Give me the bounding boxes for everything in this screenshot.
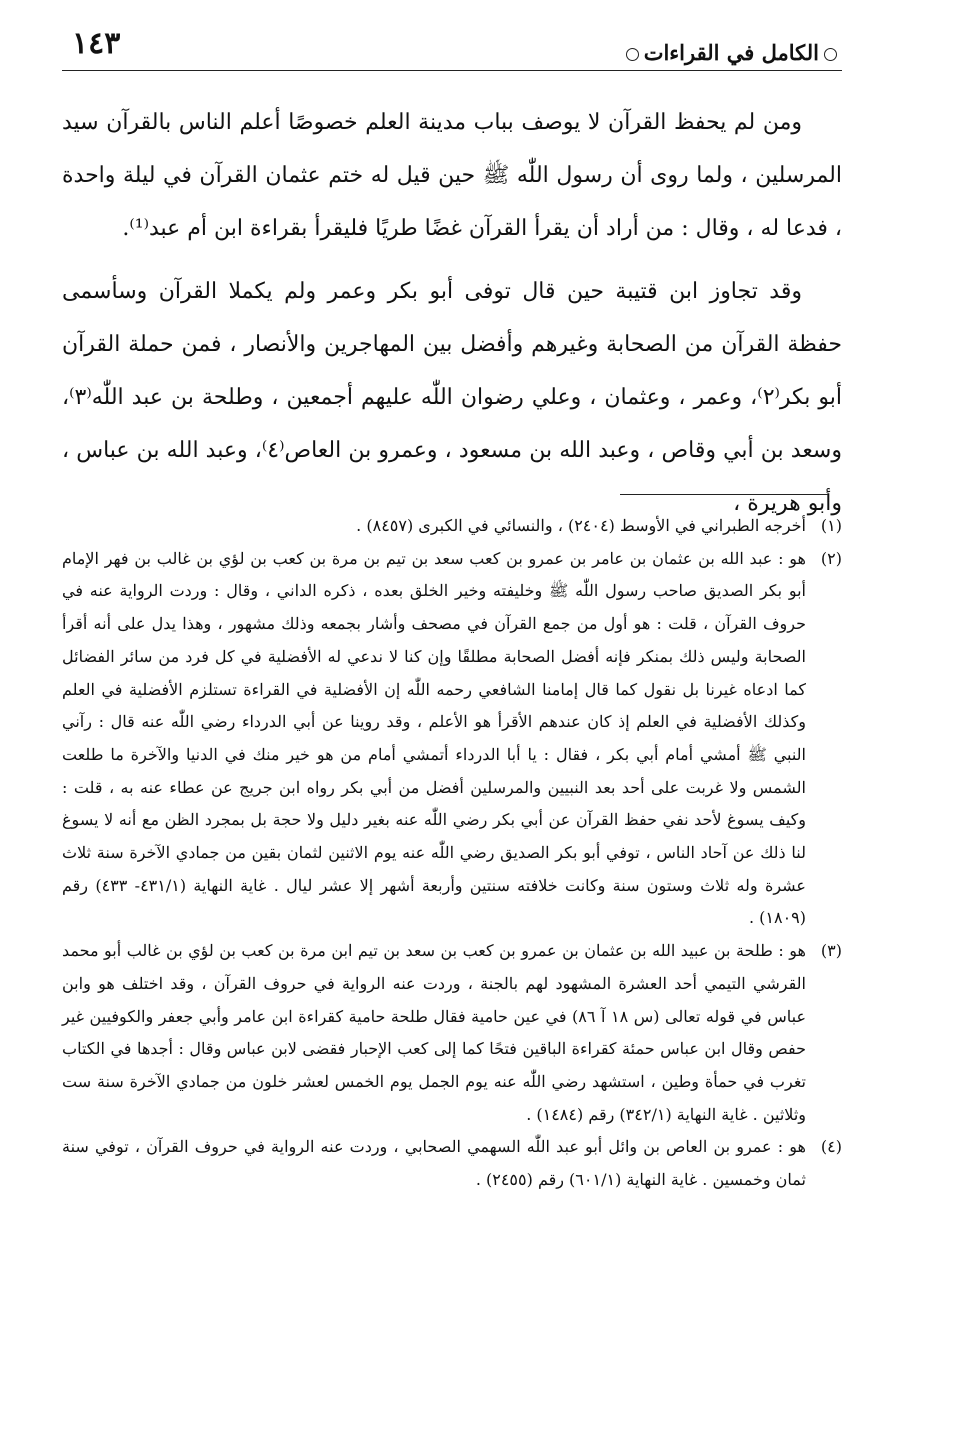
footnote-number: (١) [820, 516, 842, 535]
book-title: الكامل في القراءات [643, 40, 819, 65]
body-paragraph: وقد تجاوز ابن قتيبة حين قال توفى أبو بكر وعمر ولم يكملا القرآن وسأسمى حفظة القرآن من الصحابة وغيرهم وأفضل بين المهاجرين والأنصار ، فمن حملة القرآن أبو بكر⁽٢⁾، وعمر ، وعثمان ، وعلي رضوان اللّٰه عليهم أجمعين ، وطلحة بن عبد اللّٰه⁽٣⁾، وسعد بن أبي وقاص ، وعبد الله بن مسعود ، وعمرو بن العاص⁽٤⁾، وعبد الله بن عباس ، وأبو هريرة ، [62, 279, 842, 516]
footnote-text: أخرجه الطبراني في الأوسط (٢٤٠٤) ، والنسائي في الكبرى (٨٤٥٧) . [356, 516, 806, 535]
footnote [62, 543, 842, 935]
footnote [62, 935, 842, 1131]
page-number: ١٤٣ [72, 26, 121, 61]
footnote-text: هو : طلحة بن عبيد الله بن عثمان بن عمرو بن كعب بن سعد بن تيم ابن مرة بن كعب بن لؤي بن غالب أبو محمد القرشي التيمي أحد العشرة المشهود لهم بالجنة ، وردت عنه الرواية في حروف القرآن ، وقد اختلف هو وابن عباس في قوله تعالى (س ١٨ آ ٨٦) في عين حامية فقال طلحة حامية كقراءة ابن عامر وأبي جعفر والكوفيين غير حفص وقال ابن عباس حمئة كقراءة الباقين فتحًا كما إلى كعب الإحبار فقضى لابن عباس وقال : أجدها في الكتاب تغرب في حمأة وطين ، استشهد رضي اللّٰه عنه يوم الجمل يوم الخمس لعشر خلون من جمادي الآخرة سنة ست وثلاثين . غاية النهاية (٣٤٢/١) رقم (١٤٨٤) . [62, 941, 807, 1124]
body-paragraph: ومن لم يحفظ القرآن لا يوصف بباب مدينة العلم خصوصًا أعلم الناس بالقرآن سيد المرسلين ، ولما روى أن رسول اللّٰه ﷺ حين قيل له ختم عثمان القرآن في ليلة واحدة ، فدعا له ، وقال : من أراد أن يقرأ القرآن غضًا طريًا فليقرأ بقراءة ابن أم عبد⁽¹⁾. [62, 110, 842, 241]
footnote [62, 510, 842, 543]
footnote-text: هو : عمرو بن العاص بن وائل أبو عبد اللّٰه السهمي الصحابي ، وردت عنه الرواية في حروف القرآن ، توفي سنة ثمان وخمسين . غاية النهاية (٦٠١/١) رقم (٢٤٥٥) . [62, 1137, 806, 1190]
footnote-number: (٣) [820, 941, 842, 961]
footnote-number: (٤) [820, 1137, 842, 1157]
circle-ornament-icon [626, 48, 639, 61]
header-title [621, 40, 842, 65]
main-text [62, 96, 842, 530]
footnote [62, 1131, 842, 1196]
circle-ornament-icon [824, 48, 837, 61]
footnote-number: (٢) [820, 548, 842, 568]
footnote-separator [620, 494, 828, 495]
footnotes [62, 510, 842, 1197]
running-header [62, 24, 842, 71]
footnote-text: هو : عبد الله بن عثمان بن عامر بن عمرو بن كعب سعد بن تيم بن مرة بن كعب بن لؤي بن غالب بن فهر الإمام أبو بكر الصديق صاحب رسول اللّٰه ﷺ وخليفته وخير الخلق بعده ، ذكره الداني ، وقال : وردت الرواية عنه في حروف القرآن ، قلت : هو أول من جمع القرآن في مصحف وأشار بجمعه وذلك مشهور ، وهذا يدل على أنه أقرأ الصحابة وليس ذلك بمنكر فإنه أفضل الصحابة مطلقًا وإن كنا لا ندعي له الأفضلية في كل فرد من سائر الفضائل كما ادعاه غيرنا بل نقول كما قال إمامنا الشافعي رحمه اللّٰه إن الأفضلية في القراءة تستلزم الأفضلية في العلم وكذلك الأفضلية في العلم إذ كان عندهم الأقرأ هو الأعلم ، وقد روينا عن أبي الدرداء رضي اللّٰه عنه قال : رآني النبي ﷺ أمشي أمام أبي بكر ، فقال : يا أبا الدرداء أتمشي أمام من هو خير منك في الدنيا والآخرة ما طلعت الشمس ولا غربت على أحد بعد النبيين والمرسلين أفضل من أبي بكر رواه ابن جريج عن عطاء عنه به ، قلت : وكيف يسوغ لأحد نفي حفظ القرآن عن أبي بكر رضي اللّٰه عنه بغير دليل ولا حجة بل بمجرد الظن مع أنه لا يسوغ لنا ذلك عن آحاد الناس ، توفي أبو بكر الصديق رضي اللّٰه عنه يوم الاثنين لثمان بقين من جمادي الآخرة سنة ثلاث عشرة وله ثلاث وستون سنة وكانت خلافته سنتين وأربعة أشهر إلا عشر ليال . غاية النهاية (٤٣١/١- ٤٣٣) رقم (١٨٠٩) . [62, 548, 806, 928]
